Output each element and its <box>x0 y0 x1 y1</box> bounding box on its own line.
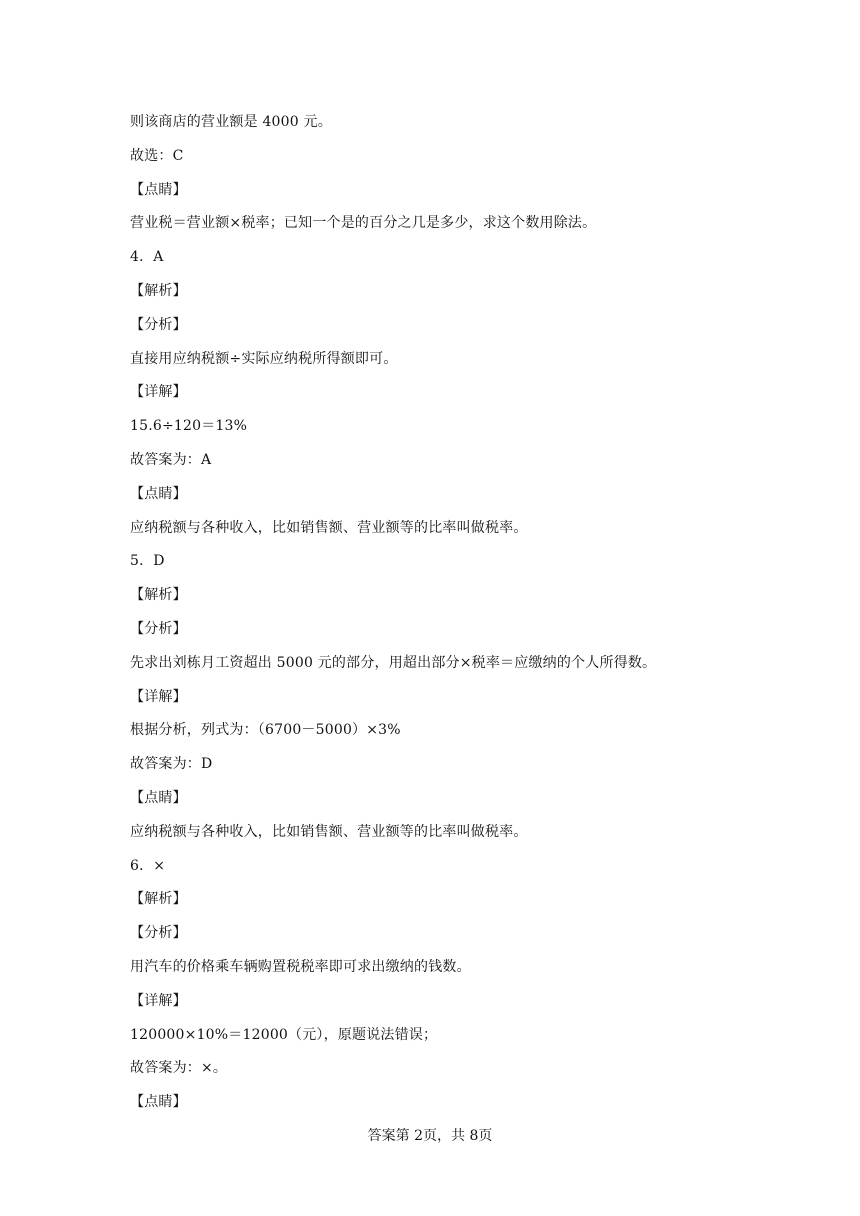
question-answer-number: 5．D <box>130 553 165 570</box>
text-line: 故答案为：×。 <box>130 1060 228 1077</box>
text-line: 营业税＝营业额×税率；已知一个是的百分之几是多少，求这个数用除法。 <box>130 215 597 232</box>
text-line: 根据分析，列式为：（6700－5000）×3% <box>130 722 401 739</box>
section-heading: 【分析】 <box>130 316 187 333</box>
section-heading: 【点睛】 <box>130 485 187 502</box>
section-heading: 【详解】 <box>130 688 187 705</box>
section-heading: 【分析】 <box>130 620 187 637</box>
section-heading: 【详解】 <box>130 384 187 401</box>
question-answer-number: 4．A <box>130 249 164 266</box>
section-heading: 【详解】 <box>130 992 187 1009</box>
text-line: 故答案为：A <box>130 451 212 468</box>
text-line: 15.6÷120＝13% <box>130 418 248 435</box>
text-line: 则该商店的营业额是 4000 元。 <box>130 114 332 130</box>
section-heading: 【点睛】 <box>130 181 187 198</box>
text-line: 故选：C <box>130 147 184 164</box>
section-heading: 【点睛】 <box>130 1094 187 1111</box>
answer-text-body <box>130 110 750 1124</box>
section-heading: 【分析】 <box>130 925 187 942</box>
section-heading: 【点睛】 <box>130 789 187 806</box>
text-line: 用汽车的价格乘车辆购置税税率即可求出缴纳的钱数。 <box>130 958 471 975</box>
section-heading: 【解析】 <box>130 587 187 604</box>
text-line: 120000×10%＝12000（元），原题说法错误； <box>130 1026 438 1043</box>
text-line: 应纳税额与各种收入，比如销售额、营业额等的比率叫做税率。 <box>130 823 528 840</box>
text-line: 直接用应纳税额÷实际应纳税所得额即可。 <box>130 350 398 367</box>
text-line: 故答案为：D <box>130 756 213 773</box>
section-heading: 【解析】 <box>130 282 187 299</box>
page-footer: 答案第 2页，共 8页 <box>367 1128 493 1144</box>
text-line: 应纳税额与各种收入，比如销售额、营业额等的比率叫做税率。 <box>130 519 528 536</box>
section-heading: 【解析】 <box>130 891 187 908</box>
question-answer-number: 6．× <box>130 857 166 874</box>
text-line: 先求出刘栋月工资超出 5000 元的部分，用超出部分×税率＝应缴纳的个人所得数。 <box>130 654 657 671</box>
